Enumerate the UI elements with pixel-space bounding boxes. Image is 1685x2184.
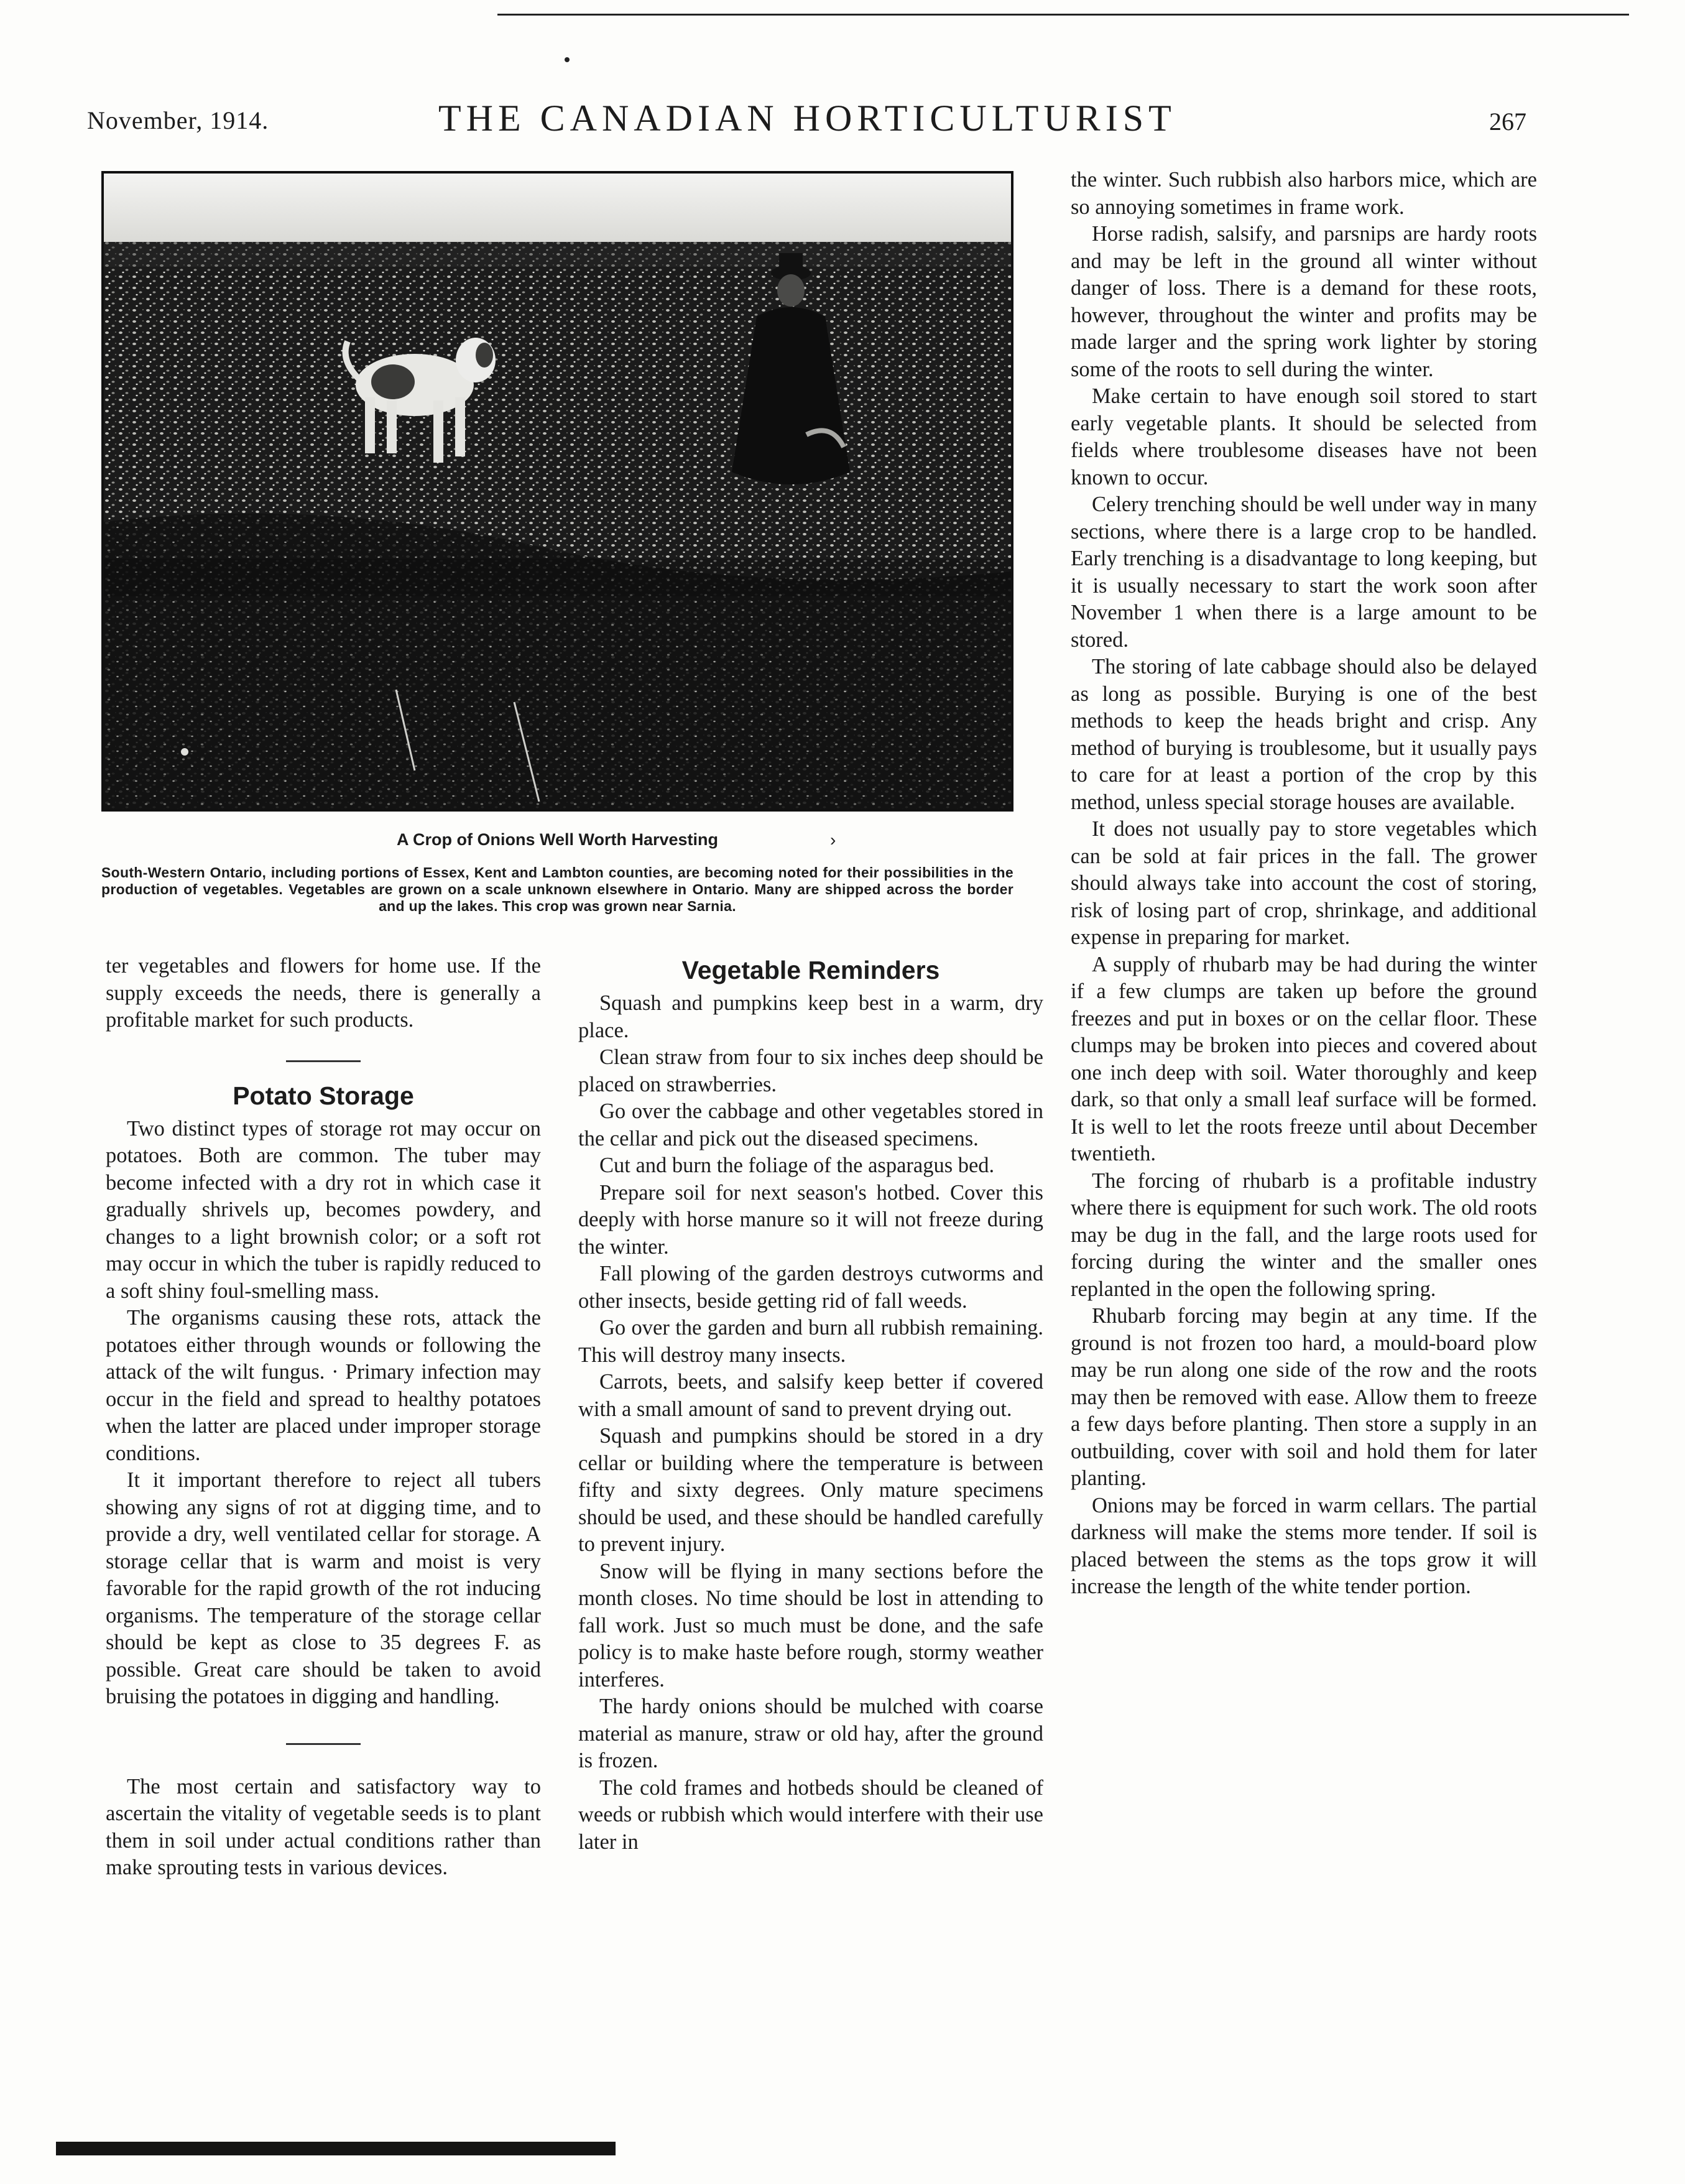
- reminder-paragraph: Squash and pumpkins keep best in a warm, dry place.: [578, 991, 1043, 1042]
- seed-vitality-paragraph: The most certain and satisfactory way to ascertain the vitality of vegetable seeds is to plant them in soil under actual conditions rather than make sprouting tests in various devices.: [106, 1774, 541, 1879]
- stray-print-mark: ›: [830, 830, 836, 849]
- right-paragraph: Horse radish, salsify, and parsnips are hardy roots and may be left in the ground all winter without danger of loss. There is a demand for these roots, however, throughout the winter and profits may be made larger and the spring work lighter by storing some of the roots to sell during the winter.: [1071, 222, 1537, 381]
- intro-continuation: ter vegetables and flowers for home use. If the supply exceeds the needs, there is generally a profitable market for such products.: [106, 954, 541, 1032]
- top-rule: [497, 14, 1629, 16]
- issue-date: November, 1914.: [87, 106, 269, 134]
- page-number: 267: [1489, 108, 1526, 136]
- right-paragraph: the winter. Such rubbish also harbors mice, which are so annoying sometimes in frame work.: [1071, 168, 1537, 219]
- reminder-paragraph: Cut and burn the foliage of the asparagus bed.: [599, 1154, 995, 1177]
- potato-paragraph: The organisms causing these rots, attack the potatoes either through wounds or following the attack of the wilt fungus. · Primary infection may occur in the field and spread to healthy potatoes when the latter are placed under improper storage conditions.: [106, 1306, 541, 1465]
- potato-storage-heading: Potato Storage: [233, 1081, 414, 1110]
- right-column: [1071, 167, 1537, 1601]
- reminder-paragraph: Squash and pumpkins should be stored in a dry cellar or building where the temperature is between fifty and sixty degrees. Only mature specimens should be used, and these should be handled carefully to prevent injury.: [578, 1424, 1043, 1556]
- reminder-paragraph: Carrots, beets, and salsify keep better if covered with a small amount of sand to prevent drying out.: [578, 1370, 1043, 1421]
- section-divider: [286, 1743, 361, 1745]
- potato-paragraph: It it important therefore to reject all tubers showing any signs of rot at digging time, and to provide a dry, well ventilated cellar for storage. A storage cellar that is warm and moist is very favorable for the rapid growth of the rot inducing organisms. The temperature of the storage cellar should be kept as close to 35 degrees F. as possible. Great care should be taken to avoid bruising the potatoes in digging and handling.: [106, 1468, 541, 1708]
- vegetable-reminders-heading: Vegetable Reminders: [681, 956, 940, 984]
- right-paragraph: Onions may be forced in warm cellars. The partial darkness will make the stems more tender. If soil is placed between the stems as the tops grow it will increase the length of the white tender portion.: [1071, 1493, 1537, 1598]
- print-speck: [565, 57, 570, 62]
- reminder-paragraph: Prepare soil for next season's hotbed. Cover this deeply with horse manure so it will not freeze during the winter.: [578, 1180, 1043, 1259]
- right-paragraph: The forcing of rhubarb is a profitable industry where there is equipment for such work. The old roots may be dug in the fall, and the large roots used for forcing during the winter and the smaller ones replanted in the open the following spring.: [1071, 1168, 1537, 1301]
- page-header: [0, 93, 1685, 162]
- reminder-paragraph: Fall plowing of the garden destroys cutworms and other insects, beside getting rid of fall weeds.: [578, 1262, 1043, 1313]
- figure-caption-title: A Crop of Onions Well Worth Harvesting: [396, 830, 719, 849]
- left-column: [106, 953, 541, 1882]
- reminder-paragraph: Snow will be flying in many sections before the month closes. No time should be lost in attending to fall work. Just so much must be done, and the safe policy is to make haste before rough, stormy weather interferes.: [578, 1559, 1043, 1691]
- right-paragraph: A supply of rhubarb may be had during the winter if a few clumps are taken up before the ground freezes and put in boxes or on the cellar floor. These clumps may be broken into pieces and covered about one inch deep with soil. Water thoroughly and keep dark, so that only a small leaf surface will be formed. It is well to let the roots freeze until about December twentieth.: [1071, 952, 1537, 1165]
- right-paragraph: The storing of late cabbage should also be delayed as long as possible. Burying is one of the best methods to keep the heads bright and crisp. Any method of burying is troublesome, but it usually pays to care for at least a portion of the crop by this method, unless special storage houses are available.: [1071, 655, 1537, 814]
- reminder-paragraph: Go over the garden and burn all rubbish remaining. This will destroy many insects.: [578, 1316, 1043, 1367]
- reminder-paragraph: Clean straw from four to six inches deep should be placed on strawberries.: [578, 1045, 1043, 1096]
- reminder-paragraph: Go over the cabbage and other vegetables stored in the cellar and pick out the diseased specimens.: [578, 1099, 1043, 1150]
- reminder-paragraph: The cold frames and hotbeds should be cleaned of weeds or rubbish which would interfere with their use later in: [578, 1775, 1043, 1854]
- magazine-title: THE CANADIAN HORTICULTURIST: [438, 98, 1176, 139]
- figure-caption-body: South-Western Ontario, including portions of Essex, Kent and Lambton counties, are becoming noted for their possibilities in the production of vegetables. Vegetables are grown on a scale unknown elsewhere in Ontario. Many are shipped across the border and up the lakes. This crop was grown near Sarnia.: [101, 864, 1013, 914]
- right-paragraph: Make certain to have enough soil stored to start early vegetable plants. It should be selected from fields where troublesome diseases have not been known to occur.: [1071, 384, 1537, 489]
- right-paragraph: Celery trenching should be well under way in many sections, where there is a large crop to be handled. Early trenching is a disadvantage to long keeping, but it is usually necessary to start the work soon after November 1 when there is a large amount to be stored.: [1071, 493, 1537, 652]
- bottom-rule: [56, 2142, 616, 2155]
- potato-paragraph: Two distinct types of storage rot may occur on potatoes. Both are common. The tuber may become infected with a dry rot in which case it gradually shrivels up, becomes powdery, and changes to a light brownish color; or a soft rot may occur in which the tuber is rapidly reduced to a soft shiny foul-smelling mass.: [106, 1116, 541, 1303]
- middle-column: [578, 953, 1043, 1856]
- section-divider: [286, 1060, 361, 1062]
- reminder-paragraph: The hardy onions should be mulched with coarse material as manure, straw or old hay, after the ground is frozen.: [578, 1695, 1043, 1772]
- onion-crop-photo: [101, 171, 1013, 812]
- right-paragraph: It does not usually pay to store vegetables which can be sold at fair prices in the fall. The grower should always take into account the cost of storing, risk of losing part of crop, shrinkage, and additional expense in preparing for market.: [1071, 817, 1537, 949]
- right-paragraph: Rhubarb forcing may begin at any time. If the ground is not frozen too hard, a mould-board plow may be run along one side of the row and the roots may then be removed with ease. Allow them to freeze a few days before planting. Then store a supply in an outbuilding, cover with soil and hold them for later planting.: [1071, 1304, 1537, 1490]
